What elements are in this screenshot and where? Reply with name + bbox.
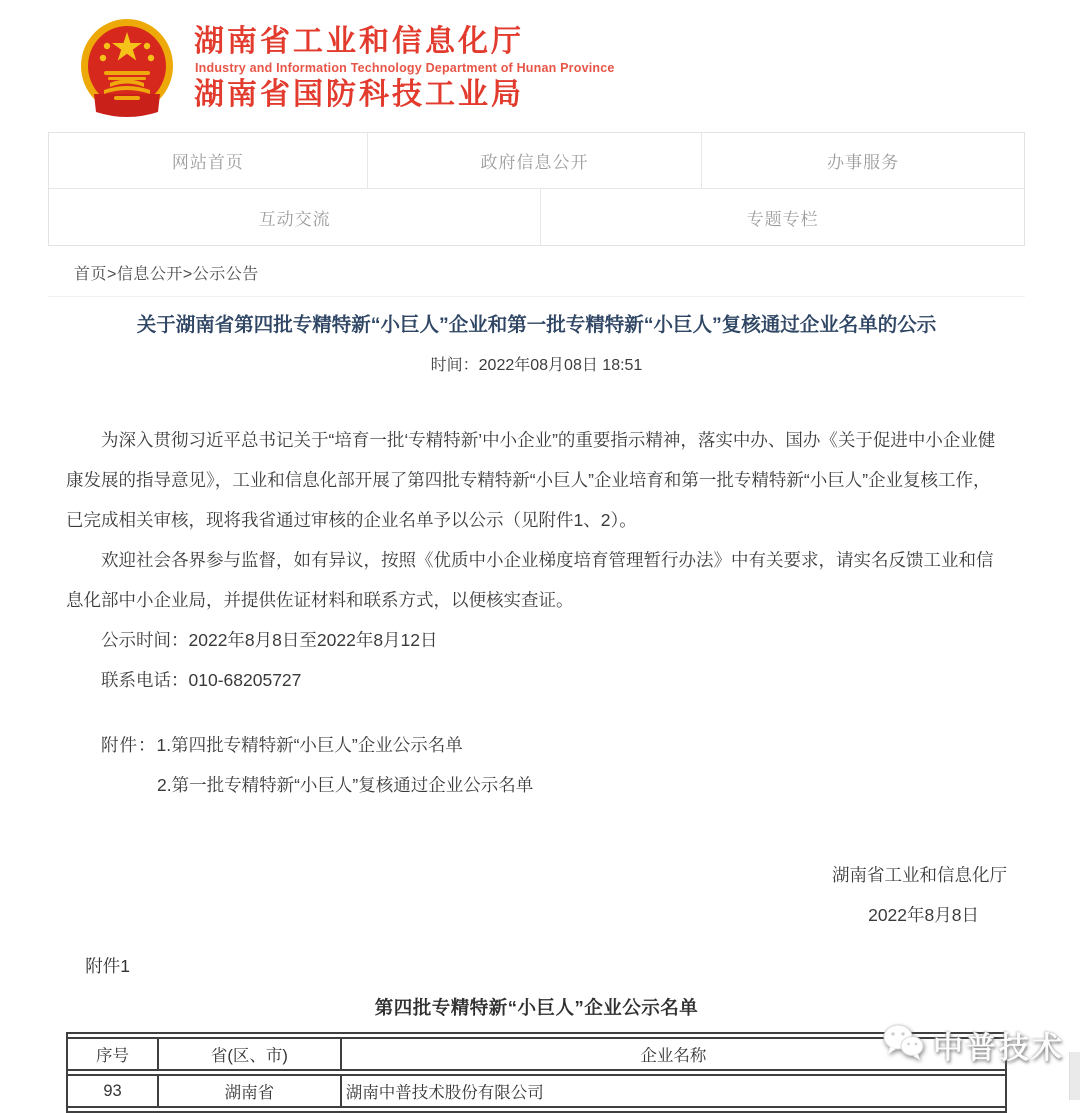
table-header-row xyxy=(68,1037,1005,1071)
nav-item-gov-info[interactable]: 政府信息公开 xyxy=(368,133,702,188)
nav-row-2 xyxy=(49,189,1024,245)
column-header-seq: 序号 xyxy=(68,1037,157,1071)
attachment-row-2 xyxy=(66,765,1007,805)
attachments xyxy=(66,725,1007,805)
appendix-label: 附件1 xyxy=(85,956,130,977)
page-title: 关于湖南省第四批专精特新“小巨人”企业和第一批专精特新“小巨人”复核通过企业名单的公示 xyxy=(136,314,937,336)
scrollbar[interactable] xyxy=(1069,1052,1080,1100)
nav-row-1 xyxy=(49,133,1024,189)
publicity-period: 公示时间：2022年8月8日至2022年8月12日 xyxy=(101,630,438,651)
attachment-row-1 xyxy=(66,725,1007,765)
breadcrumb-bar xyxy=(48,246,1025,297)
attachments-label: 附件： xyxy=(101,735,157,756)
appendix-table-title: 第四批专精特新“小巨人”企业公示名单 xyxy=(374,997,699,1019)
page xyxy=(48,0,1025,1113)
article-body xyxy=(66,420,1007,700)
cell-seq: 93 xyxy=(68,1074,157,1108)
contact-phone: 联系电话：010-68205727 xyxy=(101,670,302,691)
column-header-province: 省(区、市) xyxy=(157,1037,340,1071)
publish-time: 时间：2022年08月08日 18:51 xyxy=(430,357,643,375)
cell-enterprise: 湖南中普技术股份有限公司 xyxy=(340,1074,1005,1108)
main-nav xyxy=(48,132,1025,246)
article xyxy=(48,312,1025,1113)
paragraph-2: 欢迎社会各界参与监督，如有异议，按照《优质中小企业梯度培育管理暂行办法》中有关要求，请实名反馈工业和信息化部中小企业局，并提供佐证材料和联系方式，以便核实查证。 xyxy=(66,550,994,611)
site-header xyxy=(48,0,1025,125)
signature-block xyxy=(66,855,1007,935)
cell-province: 湖南省 xyxy=(157,1074,340,1108)
national-emblem-logo xyxy=(74,16,180,120)
paragraph-1: 为深入贯彻习近平总书记关于“培育一批‘专精特新’中小企业”的重要指示精神，落实中办、国办《关于促进中小企业健康发展的指导意见》，工业和信息化部开展了第四批专精特新“小巨人”企业培育和第一批专精特新“小巨人”企业复核工作，已完成相关审核，现将我省通过审核的企业名单予以公示（见附件1、2）。 xyxy=(66,430,996,531)
nav-item-home[interactable]: 网站首页 xyxy=(49,133,368,188)
org-name-english: Industry and Information Technology Department of Hunan Province xyxy=(195,60,615,75)
header-titles xyxy=(194,25,615,111)
signature-org: 湖南省工业和信息化厅 xyxy=(832,865,1007,886)
breadcrumb[interactable]: 首页>信息公开>公示公告 xyxy=(74,266,259,283)
signature-date: 2022年8月8日 xyxy=(868,905,979,926)
wechat-icon xyxy=(880,1022,926,1067)
column-header-enterprise: 企业名称 xyxy=(340,1037,1005,1071)
org-name-primary: 湖南省工业和信息化厅 xyxy=(194,24,524,58)
nav-item-services[interactable]: 办事服务 xyxy=(827,153,900,172)
attachment-item-1: 1.第四批专精特新“小巨人”企业公示名单 xyxy=(156,735,463,756)
table-row xyxy=(68,1074,1005,1108)
enterprise-table xyxy=(66,1032,1007,1113)
attachment-item-2: 2.第一批专精特新“小巨人”复核通过企业公示名单 xyxy=(157,775,534,796)
national-emblem-icon xyxy=(74,16,180,120)
nav-item-interaction[interactable]: 互动交流 xyxy=(49,189,541,245)
org-name-secondary: 湖南省国防科技工业局 xyxy=(194,77,524,111)
nav-item-special-topics[interactable]: 专题专栏 xyxy=(746,209,819,229)
watermark xyxy=(880,1022,1065,1067)
watermark-text: 中普技术 xyxy=(933,1031,1065,1065)
